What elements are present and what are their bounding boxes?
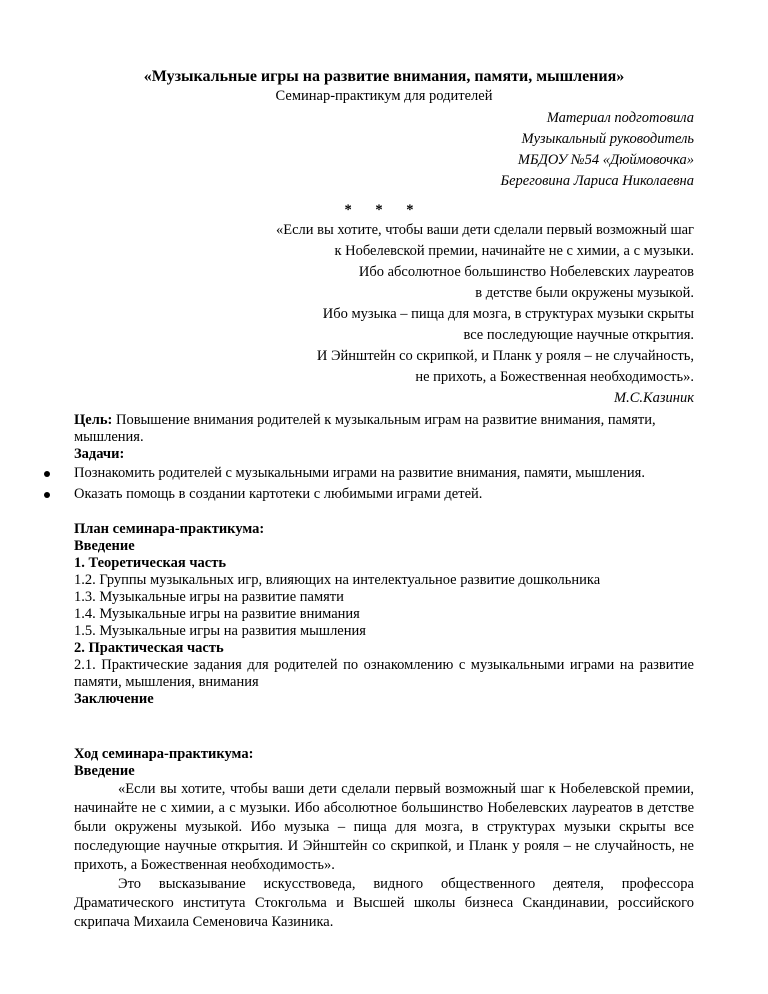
plan-heading: План семинара-практикума:: [74, 521, 265, 537]
epigraph-line: Ибо абсолютное большинство Нобелевских лауреатов: [358, 264, 694, 280]
document-subtitle: Семинар-практикум для родителей: [275, 88, 493, 104]
goal-paragraph: [74, 412, 694, 446]
author-line: Береговина Лариса Николаевна: [500, 173, 694, 189]
list-item: [44, 484, 704, 505]
epigraph-line: не прихоть, а Божественная необходимость».: [415, 369, 694, 385]
epigraph-line: в детстве были окружены музыкой.: [475, 285, 694, 301]
plan-part1: 1. Теоретическая часть: [74, 555, 227, 571]
separator: * * *: [344, 202, 424, 218]
plan-item: 2.1. Практические задания для родителей по ознакомлению с музыкальными играми на развитие памяти, мышления, внимания: [74, 657, 694, 690]
plan-section: [74, 521, 694, 708]
author-block: [501, 108, 694, 192]
epigraph-line: к Нобелевской премии, начинайте не с химии, а с музыки.: [334, 243, 694, 259]
author-line: Материал подготовила: [546, 110, 694, 126]
goal-text: Повышение внимания родителей к музыкальным играм на развитие внимания, памяти, мышления.: [74, 412, 656, 445]
tasks-label: Задачи:: [74, 446, 125, 462]
epigraph-line: Ибо музыка – пища для мозга, в структурах музыки скрыты: [322, 306, 694, 322]
plan-intro: Введение: [74, 538, 135, 554]
epigraph: [276, 220, 694, 409]
bullet-icon: [44, 471, 50, 477]
epigraph-line: «Если вы хотите, чтобы ваши дети сделали первый возможный шаг: [276, 222, 694, 238]
goal-label: Цель:: [74, 412, 113, 428]
author-line: Музыкальный руководитель: [521, 131, 694, 147]
course-section: [74, 746, 694, 932]
course-intro: Введение: [74, 763, 135, 779]
plan-item: 1.5. Музыкальные игры на развития мышления: [74, 623, 366, 639]
epigraph-line: все последующие научные открытия.: [463, 327, 694, 343]
bullet-icon: [44, 492, 50, 498]
author-line: МБДОУ №54 «Дюймовочка»: [517, 152, 694, 168]
course-paragraph: «Если вы хотите, чтобы ваши дети сделали первый возможный шаг к Нобелевской премии, начинайте не с химии, а с музыки. Ибо абсолютное большинство Нобелевских лауреатов в детстве были окружены музыкой. Ибо музыка – пища для мозга, в структурах музыки скрыты все последующие научные открытия. И Эйнштейн со скрипкой, и Планк у рояля – не случайность, не прихоть, а Божественная необходимость».: [74, 781, 694, 873]
document-title: «Музыкальные игры на развитие внимания, памяти, мышления»: [143, 68, 625, 85]
plan-conclusion: Заключение: [74, 691, 154, 707]
list-item: [44, 463, 704, 484]
plan-item: 1.3. Музыкальные игры на развитие памяти: [74, 589, 344, 605]
plan-item: 1.2. Группы музыкальных игр, влияющих на интелектуальное развитие дошкольника: [74, 572, 601, 588]
plan-part2: 2. Практическая часть: [74, 640, 224, 656]
plan-item: 1.4. Музыкальные игры на развитие внимания: [74, 606, 360, 622]
task-text: Оказать помощь в создании картотеки с любимыми играми детей.: [74, 486, 483, 502]
task-text: Познакомить родителей с музыкальными играми на развитие внимания, памяти, мышления.: [74, 465, 645, 481]
epigraph-signature: М.С.Казиник: [613, 390, 694, 406]
course-heading: Ход семинара-практикума:: [74, 746, 254, 762]
course-paragraph: Это высказывание искусствоведа, видного общественного деятеля, профессора Драматического института Стокгольма и Высшей школы бизнеса Скандинавии, российского скрипача Михаила Семеновича Казиника.: [74, 876, 694, 930]
epigraph-line: И Эйнштейн со скрипкой, и Планк у рояля – не случайность,: [316, 348, 694, 364]
tasks-list: [44, 463, 704, 505]
